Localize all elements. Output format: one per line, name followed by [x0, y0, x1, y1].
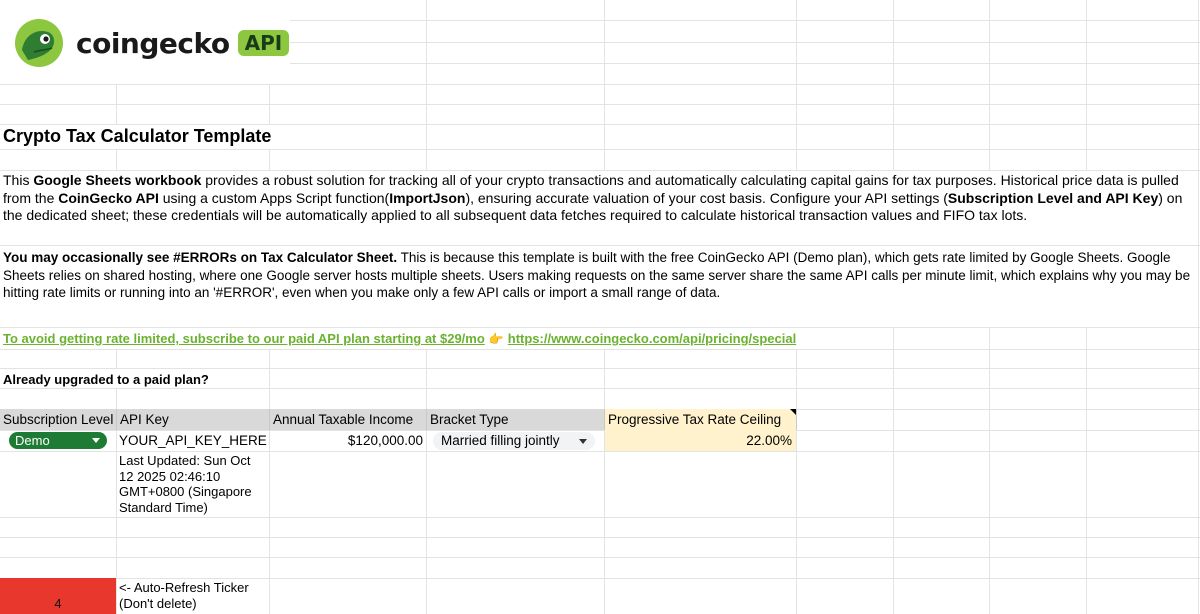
header-tax-rate-ceiling-label: Progressive Tax Rate Ceiling — [608, 412, 782, 427]
header-bracket-type: Bracket Type — [427, 409, 605, 430]
promo-url[interactable]: https://www.coingecko.com/api/pricing/special — [507, 331, 797, 346]
intro-bold-2: CoinGecko API — [58, 189, 159, 206]
errors-note — [3, 249, 1198, 302]
ticker-label-line-2: (Don't delete) — [119, 595, 197, 611]
page-title: Crypto Tax Calculator Template — [3, 126, 272, 146]
intro-text-4: ), ensuring accurate valuation of your cost basis. Configure your API settings ( — [465, 189, 948, 206]
intro-text-2: provides a robust solution for tracking all of your crypto transactions and automatically calculating capital gains for tax purposes. Historical price data is pulled from the — [3, 172, 1179, 206]
header-annual-taxable-income: Annual Taxable Income — [270, 409, 427, 430]
annual-income-cell[interactable]: $120,000.00 — [347, 433, 423, 448]
gecko-logo-icon — [14, 18, 64, 68]
intro-paragraph — [3, 172, 1198, 225]
dropdown-caret-icon — [579, 439, 587, 444]
bracket-type-value: Married filling jointly — [441, 433, 560, 448]
intro-bold-1: Google Sheets workbook — [33, 172, 202, 188]
dropdown-caret-icon — [92, 438, 100, 443]
intro-text-5: ) on the dedicated sheet; these credentials will be automatically applied to all subsequent data fetches required to calculate historical transaction values and FIFO tax lots. — [3, 189, 1183, 223]
ticker-label — [119, 580, 249, 611]
promo-text[interactable]: To avoid getting rate limited, subscribe to our paid API plan starting at $29/mo — [3, 331, 485, 346]
logo-api-badge: API — [238, 30, 290, 56]
intro-bold-3: ImportJson — [389, 189, 466, 206]
errors-note-text: This is because this template is built with the free CoinGecko API (Demo plan), which gets rate limited by Google Sheets. Google Sheets relies on shared hosting, where one Google server hosts multiple sheets. Users making requests on the same server share the same API calls per minute limit, which explains why you may be hitting rate limits or running into an '#ERROR', even when you make only a few API calls or import a small range of data. — [3, 250, 1191, 300]
auto-refresh-ticker-cell[interactable]: 4 — [0, 578, 116, 614]
api-key-cell[interactable]: YOUR_API_KEY_HERE — [119, 433, 267, 448]
last-updated-text: Last Updated: Sun Oct 12 2025 02:46:10 GMT+0800 (Singapore Standard Time) — [119, 453, 252, 515]
upgraded-label: Already upgraded to a paid plan? — [3, 372, 209, 387]
subscription-level-value: Demo — [15, 433, 50, 448]
bracket-type-dropdown[interactable] — [433, 432, 595, 450]
intro-text-1: This — [3, 172, 34, 188]
subscription-level-dropdown[interactable] — [9, 432, 107, 449]
intro-text-3: using a custom Apps Script function( — [158, 189, 390, 206]
logo-wordmark: coingecko — [76, 26, 230, 60]
ticker-label-line-1: <- Auto-Refresh Ticker — [119, 580, 249, 595]
header-subscription-level: Subscription Level — [0, 409, 117, 430]
errors-note-bold: You may occasionally see #ERRORs on Tax Calculator Sheet. — [3, 250, 398, 265]
intro-bold-4: Subscription Level and API Key — [947, 189, 1159, 206]
header-tax-rate-ceiling — [605, 409, 797, 430]
cell-note-indicator[interactable] — [790, 409, 796, 415]
tax-rate-ceiling-cell[interactable]: 22.00% — [605, 430, 796, 451]
header-api-key: API Key — [117, 409, 270, 430]
coingecko-api-logo — [14, 18, 289, 68]
pricing-promo-link[interactable] — [3, 331, 796, 346]
pointing-hand-icon: 👉 — [488, 332, 504, 346]
